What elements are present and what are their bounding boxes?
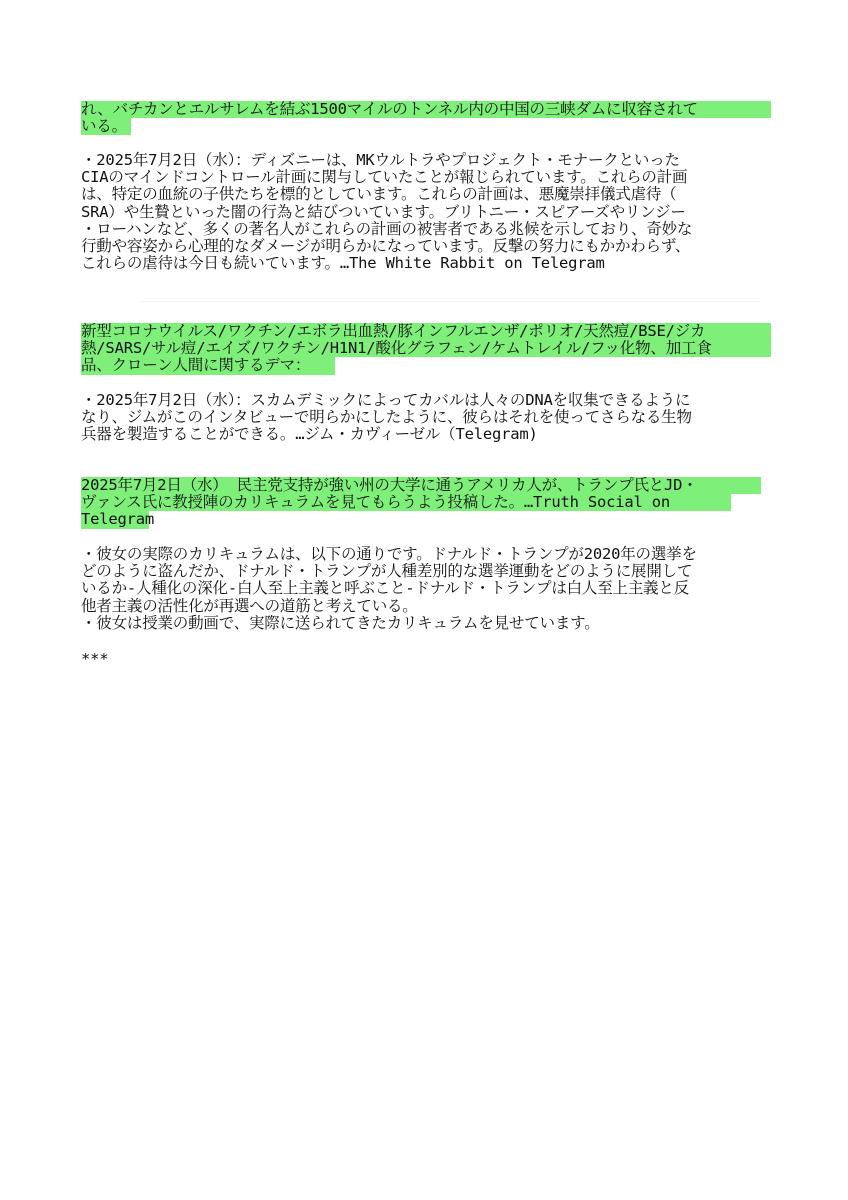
section3-heading (81, 477, 771, 529)
section2-body-line: 兵器を製造することができる。…ジム・カヴィーゼル（Telegram) (81, 425, 538, 444)
footer-separator: *** (81, 650, 109, 668)
section2-heading (81, 323, 771, 375)
section1-body-line: これらの虐待は今日も続いています。…The White Rabbit on Telegram (81, 254, 605, 273)
section2-heading-line: 熱/SARS/サル痘/エイズ/ワクチン/H1N1/酸化グラフェン/ケムトレイル/フッ化物、加工食 (81, 340, 771, 357)
section1-body-line: SRA）や生贄といった闇の行為と結びついています。ブリトニー・スピアーズやリンジー (81, 202, 686, 221)
section3-body-line: ・彼女の実際のカリキュラムは、以下の通りです。ドナルド・トランプが2020年の選挙を (81, 545, 697, 563)
section3-heading-line: 2025年7月2日（水） 民主党支持が強い州の大学に通うアメリカ人が、トランプ氏とJD・ (81, 477, 761, 494)
section3-body (81, 546, 771, 632)
section3-heading-line: ヴァンス氏に教授陣のカリキュラムを見てもらうよう投稿した。…Truth Social on (81, 494, 731, 511)
section2-body-line: なり、ジムがこのインタビューで明らかにしたように、彼らはそれを使ってさらなる生物 (81, 408, 692, 427)
section1-body (81, 152, 771, 272)
section1-heading (81, 101, 771, 135)
section3-body-line: いるか-人種化の深化-白人至上主義と呼ぶこと-ドナルド・トランプは白人至上主義と反 (81, 579, 690, 598)
section1-heading-line: れ、バチカンとエルサレムを結ぶ1500マイルのトンネル内の中国の三峡ダムに収容されて (81, 101, 771, 118)
section3-body-line: どのように盗んだか、ドナルド・トランプが人種差別的な選挙運動をどのように展開して (81, 562, 693, 581)
section3-body-line: ・彼女は授業の動画で、実際に送られてきたカリキュラムを見せています。 (81, 613, 600, 632)
section1-body-line: 行動や容姿から心理的なダメージが明らかになっています。反撃の努力にもかかわらず、 (81, 236, 691, 255)
section1-body-line: CIAのマインドコントロール計画に関与していたことが報じられています。これらの計画 (81, 168, 688, 187)
section1-heading-line: いる。 (81, 118, 131, 135)
section3-body-line: 他者主義の活性化が再選への道筋と考えている。 (81, 596, 418, 615)
section2-body (81, 392, 771, 444)
faint-divider (140, 301, 760, 302)
section2-heading-line: 新型コロナウイルス/ワクチン/エボラ出血熱/豚インフルエンザ/ポリオ/天然痘/BSE/ジカ (81, 323, 771, 340)
footer (81, 651, 771, 668)
section2-body-line: ・2025年7月2日（水）：スカムデミックによってカバルは人々のDNAを収集できるように (81, 391, 691, 409)
section1-body-line: は、特定の血統の子供たちを標的としています。これらの計画は、悪魔崇拝儀式虐待（ (81, 185, 677, 204)
section1-body-line: ・2025年7月2日（水）：ディズニーは、MKウルトラやプロジェクト・モナークといった (81, 151, 680, 169)
section2-heading-line: 品、クローン人間に関するデマ： (81, 357, 335, 374)
section1-body-line: ・ローハンなど、多くの著名人がこれらの計画の被害者である兆候を示しており、奇妙な (81, 219, 693, 238)
section3-heading-line: Telegram (81, 510, 155, 529)
